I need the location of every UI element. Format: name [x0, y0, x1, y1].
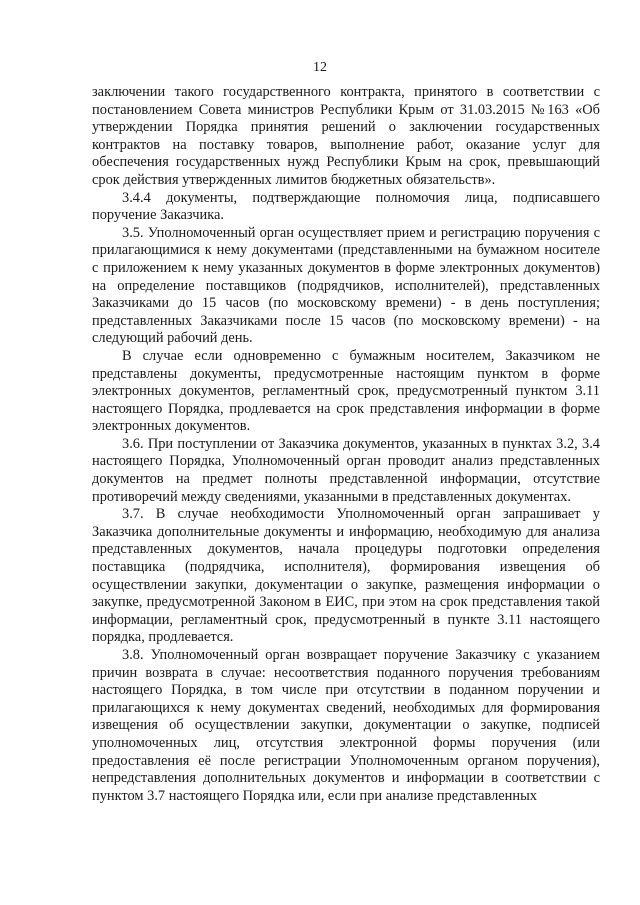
paragraph-3-7: 3.7. В случае необходимости Уполномоченный орган запрашивает у Заказчика дополнительные документы и информацию, необходимую для анализа представленных документов, начала процедуры подготовки определения поставщика (подрядчика, исполнителя), формирования извещения об осуществлении закупки, документации о закупке, размещения информации о закупке, предусмотренной Законом в ЕИС, при этом на срок представления такой информации, регламентный срок, предусмотренный в пункте 3.11 настоящего порядка, продлевается.: [92, 506, 600, 646]
paragraph-3-5-electronic-docs: В случае если одновременно с бумажным носителем, Заказчиком не представлены документы, предусмотренные настоящим пунктом в форме электронных документов, регламентный срок, предусмотренный пунктом 3.11 настоящего Порядка, продлевается на срок представления информации в форме электронных документов.: [92, 347, 600, 435]
document-body: [92, 84, 600, 805]
paragraph-3-6: 3.6. При поступлении от Заказчика документов, указанных в пунктах 3.2, 3.4 настоящего Порядка, Уполномоченный орган проводит анализ представленных документов на предмет полноты представленной информации, отсутствие противоречий между сведениями, указанными в представленных документах.: [92, 435, 600, 505]
paragraph-contract-continuation: заключении такого государственного контракта, принятого в соответствии с постановлением Совета министров Республики Крым от 31.03.2015 №163 «Об утверждении Порядка принятия решений о заключении государственных контрактов на поставку товаров, выполнение работ, оказание услуг для обеспечения государственных нужд Республики Крым на срок, превышающий срок действия утвержденных лимитов бюджетных обязательств».: [92, 84, 600, 188]
paragraph-3-5: 3.5. Уполномоченный орган осуществляет прием и регистрацию поручения с прилагающимися к нему документами (представленными на бумажном носителе с приложением к нему указанных документов в форме электронных документов) на определение поставщиков (подрядчиков, исполнителей), представленных Заказчиками до 15 часов (по московскому времени) - в день поступления; представленных Заказчиками после 15 часов (по московскому времени) - на следующий рабочий день.: [92, 224, 600, 347]
page-number: 12: [313, 60, 327, 75]
paragraph-3-4-4: 3.4.4 документы, подтверждающие полномочия лица, подписавшего поручение Заказчика.: [92, 189, 600, 224]
paragraph-3-8: 3.8. Уполномоченный орган возвращает поручение Заказчику с указанием причин возврата в случае: несоответствия поданного поручения требованиям настоящего Порядка, в том числе при отсутствии в поданном поручении и прилагающихся к нему документах сведений, необходимых для формирования извещения об осуществлении закупки, документации о закупке, подписей уполномоченных лиц, отсутствия электронной формы поручения (или предоставления её после регистрации Уполномоченным органом поручения), непредставления дополнительных документов и информации в соответствии с пунктом 3.7 настоящего Порядка или, если при анализе представленных: [92, 647, 600, 804]
